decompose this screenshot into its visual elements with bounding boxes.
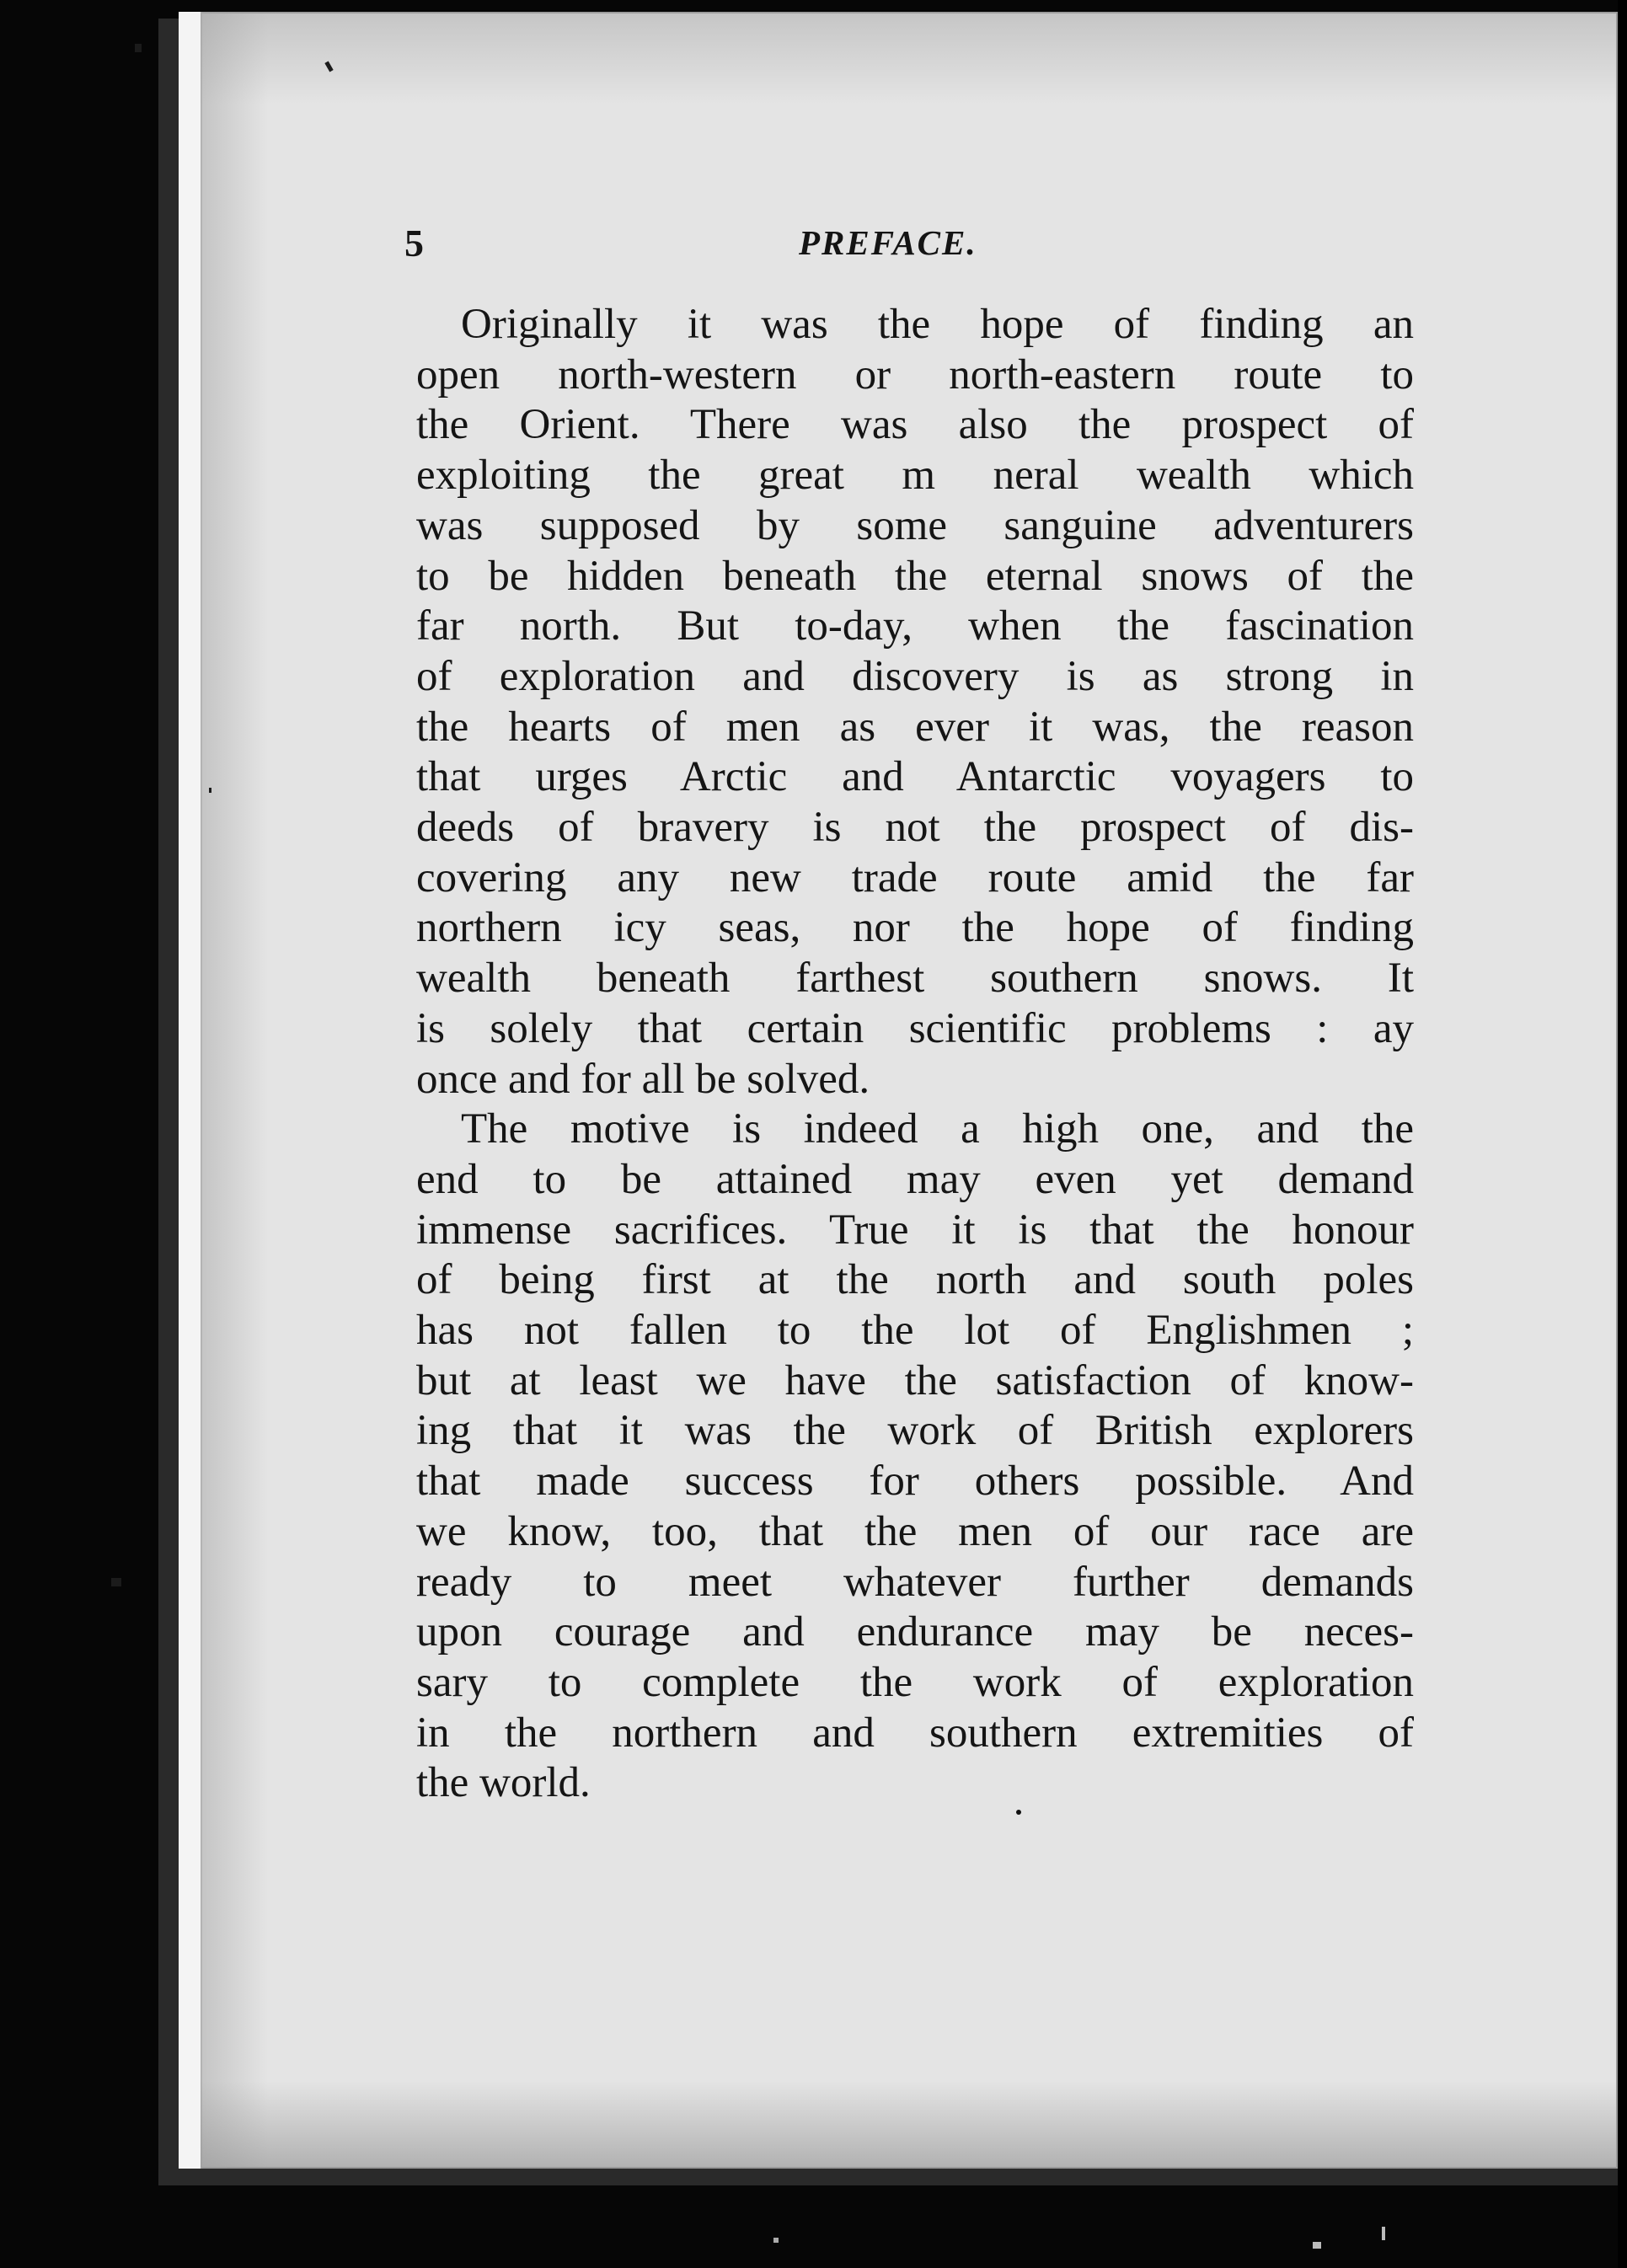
text-line: covering any new trade route amid the far: [416, 853, 1414, 901]
text-line: once and for all be solved.: [416, 1055, 870, 1103]
text-line: ing that it was the work of British explorers: [416, 1407, 1414, 1455]
scan-speck: [135, 44, 142, 52]
page-header: [404, 221, 1416, 280]
page-bottom-shading: [201, 2081, 1616, 2169]
text-line: was supposed by some sanguine adventurers: [416, 501, 1414, 549]
text-line: end to be attained may even yet demand: [416, 1155, 1414, 1203]
scan-speck: [111, 1578, 121, 1586]
text-line: to be hidden beneath the eternal snows of the: [416, 552, 1414, 600]
page-left-margin-strip: [179, 12, 202, 2169]
running-head: PREFACE.: [799, 223, 977, 262]
page-number: 5: [404, 222, 424, 265]
text-line: The motive is indeed a high one, and the: [461, 1105, 1414, 1153]
text-line: Originally it was the hope of finding an: [461, 301, 1414, 348]
page-edge-shading: [201, 12, 268, 2169]
text-line: immense sacrifices. True it is that the honour: [416, 1206, 1414, 1254]
text-line: ready to meet whatever further demands: [416, 1558, 1414, 1606]
text-line: is solely that certain scientific problems : ay: [416, 1004, 1414, 1052]
scan-speck: [1016, 1810, 1021, 1815]
text-line: upon courage and endurance may be neces-: [416, 1608, 1414, 1656]
text-line: of exploration and discovery is as strong in: [416, 652, 1414, 700]
text-line: deeds of bravery is not the prospect of dis-: [416, 804, 1414, 852]
text-line: the Orient. There was also the prospect of: [416, 401, 1414, 449]
scan-speck: [773, 2238, 779, 2243]
text-line: the world.: [416, 1759, 591, 1807]
text-line: that urges Arctic and Antarctic voyagers to: [416, 753, 1414, 801]
scan-speck: [1313, 2242, 1321, 2249]
text-line: in the northern and southern extremities of: [416, 1709, 1414, 1757]
text-line: that made success for others possible. And: [416, 1458, 1414, 1506]
body-text: [416, 300, 1414, 1809]
scan-speck: [209, 788, 211, 793]
right-scan-edge: [1618, 0, 1627, 2268]
text-line: of being first at the north and south poles: [416, 1256, 1414, 1304]
text-line: we know, too, that the men of our race are: [416, 1507, 1414, 1555]
page-top-shading: [201, 12, 1616, 104]
text-line: far north. But to-day, when the fascination: [416, 602, 1414, 650]
text-line: sary to complete the work of exploration: [416, 1658, 1414, 1706]
paragraph-2: [416, 1105, 1414, 1809]
text-line: northern icy seas, nor the hope of finding: [416, 904, 1414, 952]
text-line: exploiting the great m neral wealth which: [416, 452, 1414, 500]
text-line: open north-western or north-eastern route to: [416, 350, 1414, 399]
paragraph-1: [416, 300, 1414, 1105]
text-line: the hearts of men as ever it was, the reason: [416, 703, 1414, 751]
text-line: but at least we have the satisfaction of know-: [416, 1356, 1414, 1404]
scan-speck: [1382, 2227, 1385, 2240]
text-line: wealth beneath farthest southern snows. It: [416, 955, 1414, 1003]
text-line: has not fallen to the lot of Englishmen ;: [416, 1307, 1414, 1355]
